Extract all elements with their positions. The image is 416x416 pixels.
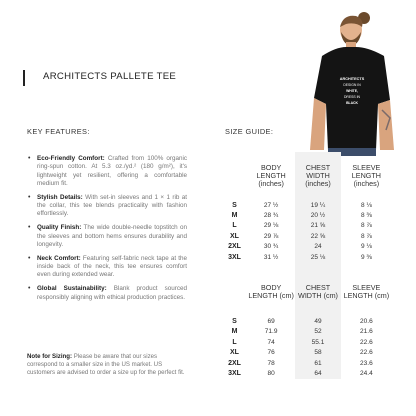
- body-length-cell: 28 ¾: [263, 212, 279, 220]
- size-label: XL: [230, 349, 239, 357]
- sleeve-length-cell: 21.6: [360, 328, 373, 336]
- feature-text: Blank product sourced responsibly aligning with ethical production practices.: [37, 285, 188, 301]
- size-label: S: [232, 318, 237, 326]
- chest-width-cell: 58: [295, 348, 340, 358]
- feature-title: Eco-Friendly Comfort:: [37, 155, 105, 162]
- size-label: M: [231, 328, 238, 336]
- sizing-note: [27, 353, 187, 376]
- feature-text: With set-in sleeves and 1 × 1 rib at the collar, this tee blends practicality with fashion effortlessly.: [37, 193, 187, 218]
- size-label: M: [231, 212, 238, 220]
- column-header: BODY LENGTH (cm): [248, 283, 294, 301]
- table-row: [222, 368, 392, 378]
- sleeve-length-cell: 24.4: [360, 369, 373, 377]
- sleeve-length-cell: 22.6: [360, 349, 373, 357]
- sleeve-length-cell: 22.6: [360, 338, 373, 346]
- size-label: 3XL: [228, 369, 241, 377]
- column-header: SLEEVE LENGTH (cm): [343, 283, 390, 301]
- shirt-print-line: BLACK: [346, 101, 358, 105]
- body-length-cell: 29 ⅞: [263, 232, 279, 240]
- table-row: [222, 358, 392, 368]
- sleeve-length-cell: 9 ⅜: [360, 253, 372, 261]
- chest-width-cell: 20 ½: [295, 210, 340, 220]
- table-row: [222, 200, 392, 210]
- sleeve-length-cell: 8 ⅞: [360, 232, 372, 240]
- sleeve-length-cell: 8 ⅛: [360, 201, 372, 209]
- bullet-icon: •: [28, 224, 31, 232]
- chest-width-cell: 21 ⅝: [295, 221, 340, 231]
- sleeve-length-cell: 20.6: [360, 318, 373, 326]
- bullet-icon: •: [28, 155, 31, 162]
- table-row: [222, 231, 392, 241]
- table-row: [222, 210, 392, 220]
- product-title: ARCHITECTS PALLETE TEE: [43, 71, 177, 82]
- table-row: [222, 242, 392, 252]
- list-item: [27, 224, 187, 249]
- column-header: CHEST WIDTH (cm): [295, 268, 340, 316]
- key-features-heading: KEY FEATURES:: [27, 127, 90, 136]
- body-length-cell: 27 ½: [263, 201, 279, 209]
- table-row: [222, 327, 392, 337]
- column-header: CHEST WIDTH (inches): [295, 152, 340, 200]
- shirt-print-line: WHITE,: [346, 89, 358, 93]
- title-accent-bar: [23, 70, 25, 86]
- sizing-note-title: Note for Sizing:: [27, 353, 73, 360]
- table-row: [222, 348, 392, 358]
- feature-text: Crafted from 100% organic ring-spun cotton. At 5.3 oz./yd.² (180 g/m²), it's lightweight yet resilient, offering a comfortable medium fit.: [37, 155, 188, 187]
- size-guide-table: [222, 152, 392, 379]
- column-header: BODY LENGTH (inches): [256, 162, 286, 189]
- body-length-cell: 69: [267, 318, 275, 326]
- model-photo: [296, 0, 416, 156]
- feature-title: Global Sustainability:: [37, 285, 107, 293]
- shirt-print-line: DESIGN IN: [343, 83, 361, 87]
- chest-width-cell: 52: [295, 327, 340, 337]
- size-label: 2XL: [228, 359, 241, 367]
- table-row: [222, 252, 392, 262]
- size-label: L: [232, 338, 237, 346]
- feature-text: The wide double-needle topstitch on the sleeves and bottom hems ensures durability and longevity.: [37, 224, 188, 248]
- body-length-cell: 31 ½: [263, 253, 279, 261]
- table-row: [222, 337, 392, 347]
- column-header: SLEEVE LENGTH (inches): [351, 162, 381, 189]
- body-length-cell: 71.9: [264, 328, 278, 336]
- sizing-note-text: Please be aware that our sizes correspond to a smaller size in the US market. US customers are advised to order a size up for the perfect fit.: [27, 353, 185, 376]
- key-features-list: [27, 155, 187, 307]
- size-label: S: [232, 201, 237, 209]
- shirt-print-line: DRESS IN: [343, 95, 361, 99]
- sleeve-length-cell: 8 ⅞: [360, 222, 372, 230]
- body-length-cell: 30 ¾: [263, 243, 279, 251]
- chest-width-cell: 24: [295, 242, 340, 252]
- shirt-print-line: ARCHITECTS: [339, 77, 365, 81]
- size-label: L: [232, 222, 237, 230]
- body-length-cell: 74: [267, 338, 275, 346]
- sleeve-length-cell: 9 ⅛: [360, 243, 372, 251]
- size-guide-heading: SIZE GUIDE:: [225, 127, 274, 136]
- body-length-cell: 76: [267, 349, 275, 357]
- body-length-cell: 29 ⅛: [263, 222, 279, 230]
- feature-title: Stylish Details:: [37, 193, 83, 201]
- chest-width-cell: 25 ⅛: [295, 252, 340, 262]
- list-item: [27, 255, 187, 280]
- list-item: [27, 155, 187, 188]
- chest-width-cell: 19 ¼: [295, 200, 340, 210]
- chest-width-cell: 22 ⅝: [295, 231, 340, 241]
- bullet-icon: •: [28, 193, 31, 201]
- cm-header-row: [222, 268, 392, 316]
- chest-width-cell: 61: [295, 358, 340, 368]
- size-label: XL: [230, 232, 239, 240]
- feature-title: Quality Finish:: [37, 224, 82, 232]
- feature-title: Neck Comfort:: [37, 254, 81, 262]
- body-length-cell: 78: [267, 359, 275, 367]
- table-row: [222, 221, 392, 231]
- body-length-cell: 80: [267, 369, 275, 377]
- bullet-icon: •: [28, 285, 31, 293]
- chest-width-cell: 64: [295, 368, 340, 378]
- bullet-icon: •: [28, 254, 31, 262]
- chest-width-cell: 55.1: [295, 337, 340, 347]
- sleeve-length-cell: 23.6: [360, 359, 373, 367]
- size-label: 3XL: [228, 253, 241, 261]
- feature-text: Featuring self-fabric neck tape at the inside back of the neck, this tee ensures comfort even during extended wear.: [37, 254, 187, 279]
- list-item: [27, 285, 187, 302]
- table-row: [222, 316, 392, 326]
- size-label: 2XL: [228, 243, 241, 251]
- inches-header-row: [222, 152, 392, 200]
- list-item: [27, 194, 187, 219]
- sleeve-length-cell: 8 ⅜: [360, 212, 372, 220]
- chest-width-cell: 49: [295, 316, 340, 326]
